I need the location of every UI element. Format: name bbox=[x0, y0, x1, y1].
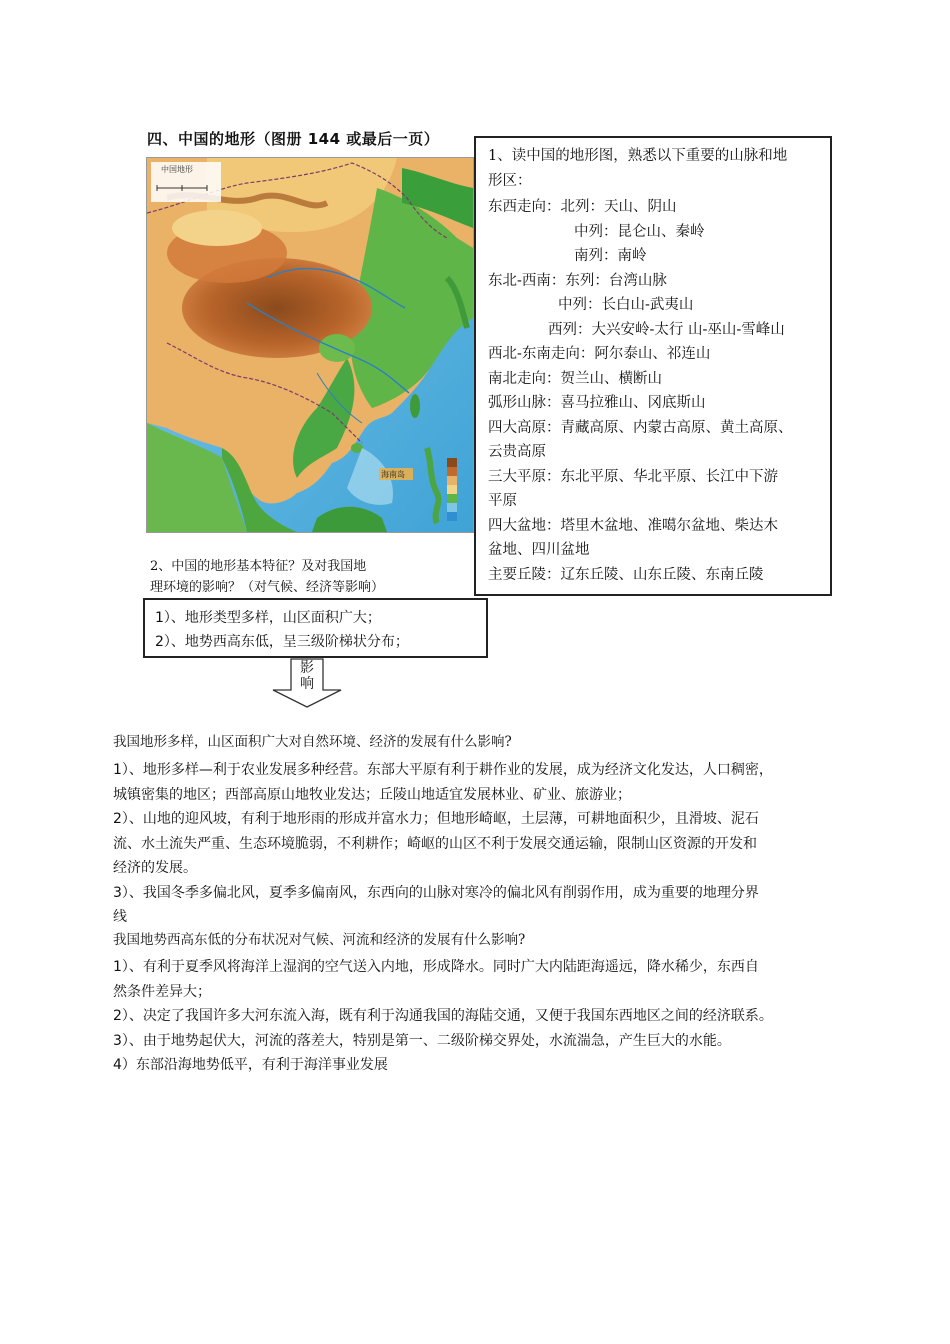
info-line: 弧形山脉：喜马拉雅山、冈底斯山 bbox=[488, 395, 706, 411]
answer-line: 流、水土流失严重、生态环境脆弱，不利耕作；崎岖的山区不利于发展交通运输，限制山区资源的开发和 bbox=[113, 835, 757, 852]
diverse-terrain-answers bbox=[113, 758, 893, 930]
answer-line: 经济的发展。 bbox=[113, 860, 197, 876]
landform-info-box bbox=[474, 136, 832, 596]
answer-line: 3）、我国冬季多偏北风，夏季多偏南风，东西向的山脉对寒冷的偏北风有削弱作用，成为重要的地理分界 bbox=[113, 884, 759, 901]
info-line: 东西走向：北列：天山、阴山 bbox=[488, 199, 677, 215]
answer-line: 3）、由于地势起伏大，河流的落差大，特别是第一、二级阶梯交界处，水流湍急，产生巨大的水能。 bbox=[113, 1032, 731, 1049]
info-line: 1、读中国的地形图，熟悉以下重要的山脉和地 bbox=[488, 148, 788, 164]
topographic-map-image bbox=[147, 158, 473, 532]
answer-line: 4）东部沿海地势低平，有利于海洋事业发展 bbox=[113, 1057, 388, 1073]
section-title: 四、中国的地形（图册 144 或最后一页） bbox=[147, 130, 440, 148]
feature-item: 1）、地形类型多样，山区面积广大； bbox=[155, 610, 381, 626]
info-line: 云贵高原 bbox=[488, 444, 546, 460]
terrain-features-box bbox=[143, 598, 488, 658]
answer-line: 2）、山地的迎风坡，有利于地形雨的形成并富水力；但地形崎岖，土层薄，可耕地面积少，且滑坡、泥石 bbox=[113, 811, 759, 827]
info-line: 东北-西南：东列：台湾山脉 bbox=[488, 272, 667, 289]
info-line: 西列：大兴安岭-太行 山-巫山-雪峰山 bbox=[548, 321, 785, 338]
arrow-label-char: 响 bbox=[300, 676, 314, 692]
question-2-line: 2、中国的地形基本特征？及对我国地 bbox=[150, 559, 367, 574]
info-line: 四大盆地：塔里木盆地、准噶尔盆地、柴达木 bbox=[488, 517, 778, 534]
arrow-label-char: 影 bbox=[300, 660, 314, 676]
info-line: 中列：长白山-武夷山 bbox=[558, 297, 694, 313]
feature-item: 2）、地势西高东低，呈三级阶梯状分布； bbox=[155, 634, 409, 650]
info-line: 西北-东南走向：阿尔泰山、祁连山 bbox=[488, 346, 711, 362]
diverse-terrain-question: 我国地形多样，山区面积广大对自然环境、经济的发展有什么影响? bbox=[113, 734, 512, 750]
info-line: 盆地、四川盆地 bbox=[488, 542, 590, 558]
info-line: 中列：昆仑山、秦岭 bbox=[574, 223, 705, 240]
info-line: 形区： bbox=[488, 172, 532, 189]
china-topographic-map bbox=[146, 157, 474, 533]
info-line: 三大平原：东北平原、华北平原、长江中下游 bbox=[488, 468, 778, 485]
info-line: 南列：南岭 bbox=[574, 248, 647, 264]
terrain-slope-answers bbox=[113, 955, 893, 1078]
info-line: 主要丘陵：辽东丘陵、山东丘陵、东南丘陵 bbox=[488, 566, 764, 583]
arrow-label bbox=[299, 660, 315, 692]
answer-line: 线 bbox=[113, 909, 127, 925]
info-line: 平原 bbox=[488, 493, 517, 509]
answer-line: 城镇密集的地区；西部高原山地牧业发达；丘陵山地适宜发展林业、矿业、旅游业； bbox=[113, 786, 631, 803]
info-line: 南北走向：贺兰山、横断山 bbox=[488, 370, 662, 387]
answer-line: 1）、地形多样—利于农业发展多种经营。东部大平原有利于耕作业的发展，成为经济文化发达，人口稠密， bbox=[113, 762, 773, 778]
answer-line: 然条件差异大； bbox=[113, 983, 211, 1000]
map-label-hainan: 海南岛 bbox=[381, 470, 405, 479]
question-2-line: 理环境的影响？（对气候、经济等影响） bbox=[150, 580, 385, 595]
elevation-legend bbox=[447, 458, 457, 521]
answer-line: 2）、决定了我国许多大河东流入海，既有利于沟通我国的海陆交通，又便于我国东西地区之间的经济联系。 bbox=[113, 1008, 773, 1024]
terrain-slope-question: 我国地势西高东低的分布状况对气候、河流和经济的发展有什么影响? bbox=[113, 932, 526, 948]
question-2 bbox=[150, 556, 470, 598]
info-line: 四大高原：青藏高原、内蒙古高原、黄土高原、 bbox=[488, 419, 793, 436]
map-title: 中国地形 bbox=[161, 165, 193, 174]
answer-line: 1）、有利于夏季风将海洋上湿润的空气送入内地，形成降水。同时广大内陆距海遥远，降水稀少，东西自 bbox=[113, 959, 759, 975]
